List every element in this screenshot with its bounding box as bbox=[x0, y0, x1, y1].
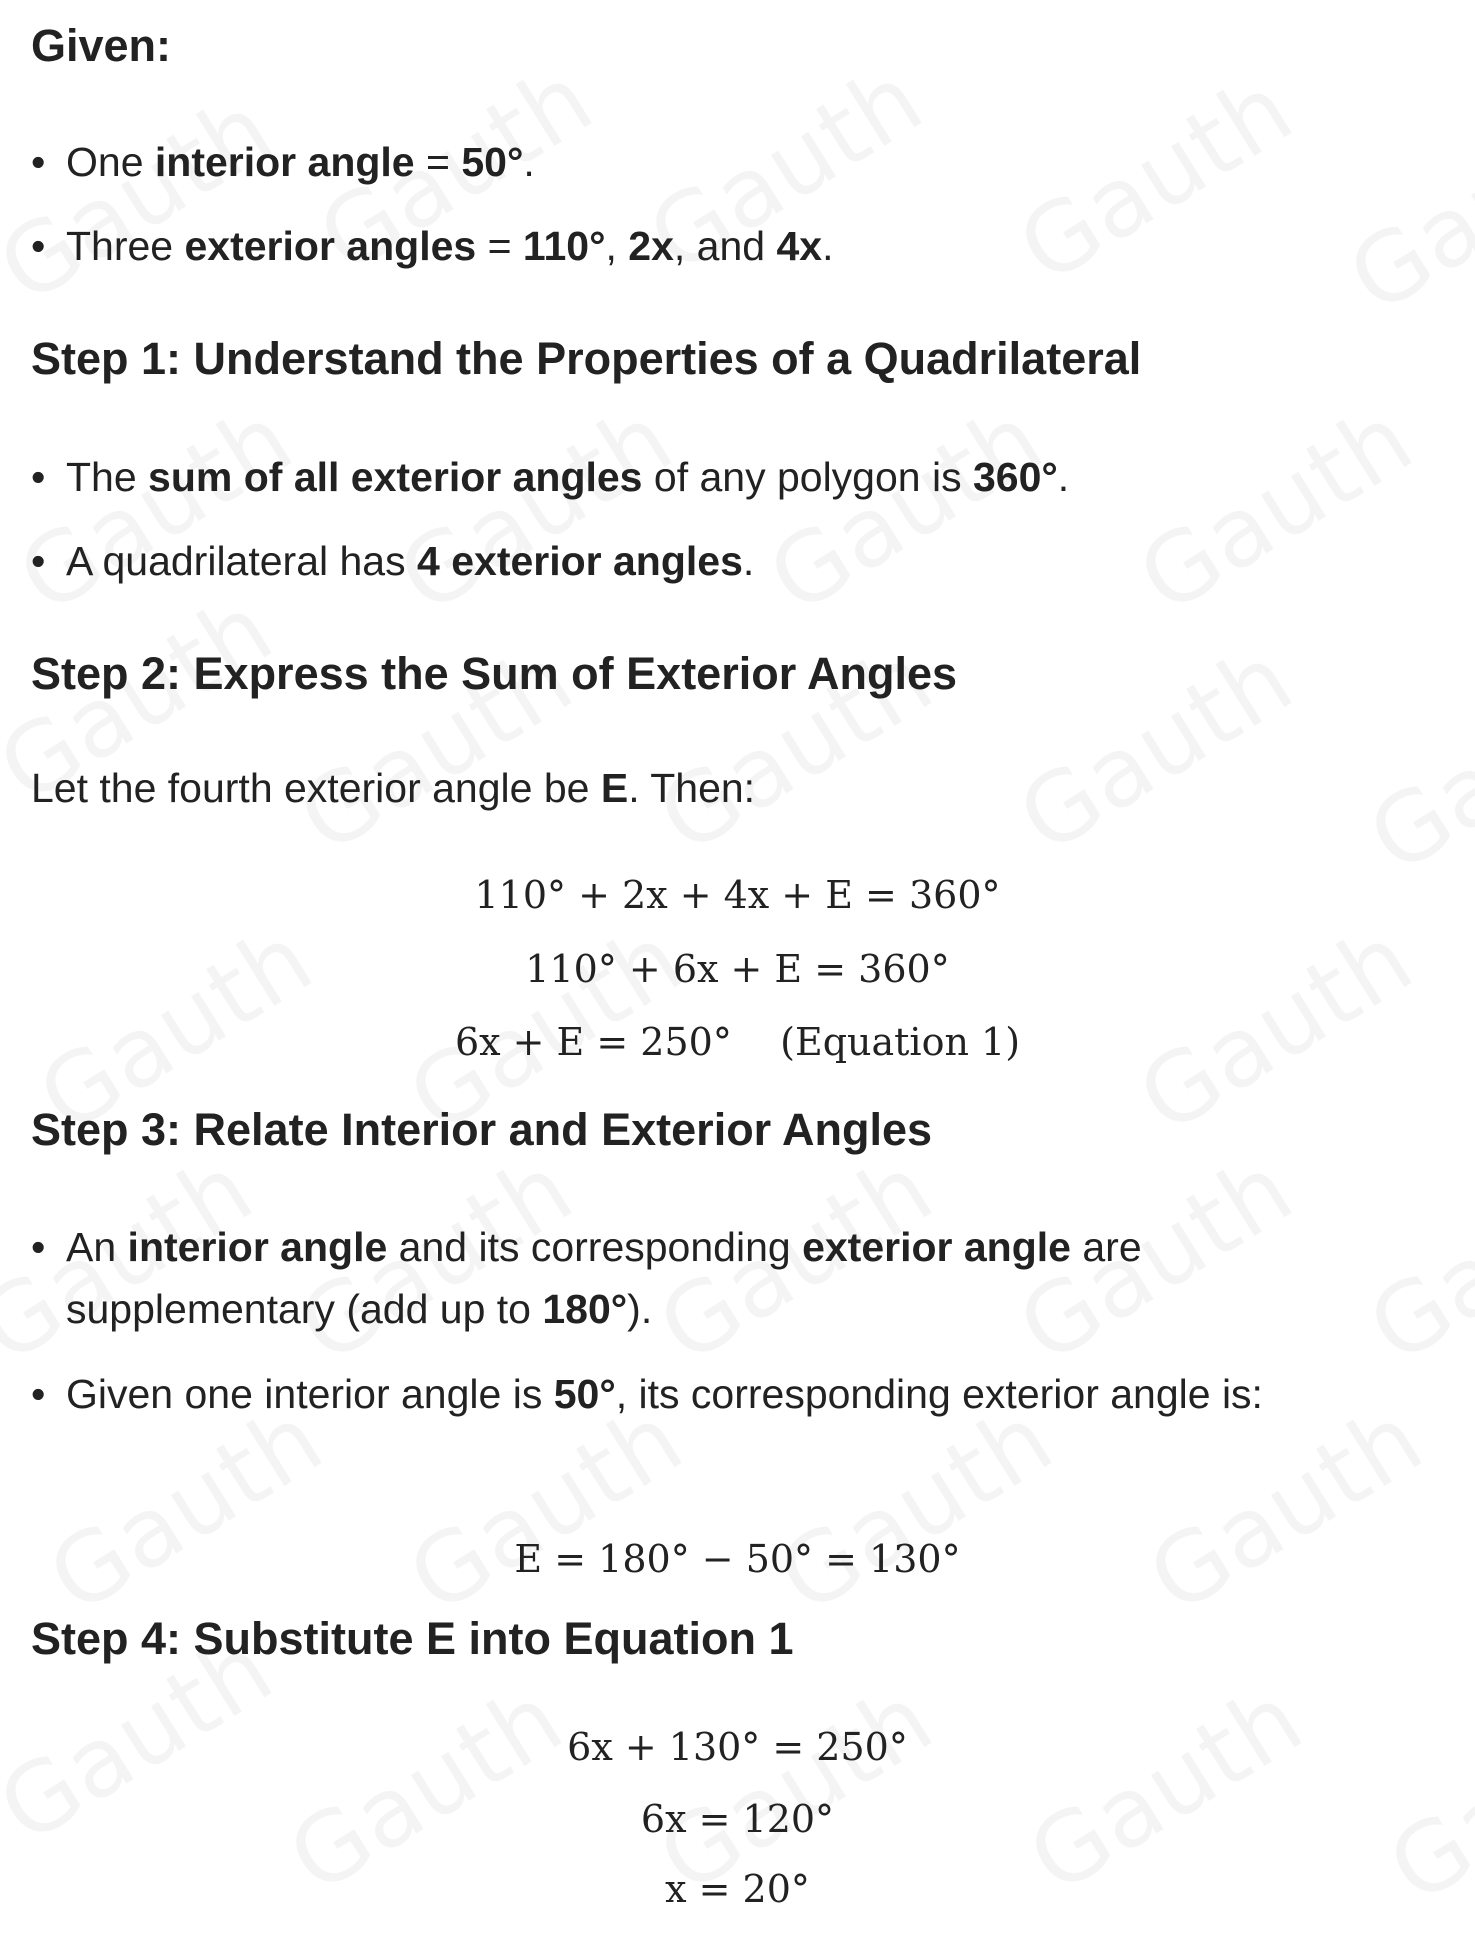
equation: 6x + 130° = 250° bbox=[567, 1725, 908, 1769]
step1-heading: Step 1: Understand the Properties of a Quadrilateral bbox=[31, 333, 1142, 384]
watermark bbox=[1000, 52, 1312, 305]
step2-heading: Step 2: Express the Sum of Exterior Angles bbox=[31, 648, 958, 699]
given-heading: Given: bbox=[31, 20, 172, 71]
step4-heading: Step 4: Substitute E into Equation 1 bbox=[31, 1613, 794, 1664]
watermark bbox=[1350, 642, 1475, 895]
bullet-text: The sum of all exterior angles of any polygon is 360°. bbox=[66, 454, 1070, 500]
given-bullet-interior-angle bbox=[31, 131, 535, 193]
bullet-text: Given one interior angle is 50°, its corresponding exterior angle is: bbox=[66, 1371, 1263, 1417]
watermark bbox=[0, 72, 292, 325]
equation-exterior-angle: E = 180° − 50° = 130° bbox=[514, 1537, 961, 1581]
step3-bullet-supplementary bbox=[31, 1216, 1411, 1340]
equation: 6x = 120° bbox=[640, 1797, 835, 1841]
bullet-dot: • bbox=[31, 454, 46, 500]
watermark bbox=[1330, 82, 1475, 335]
equation-answer: x = 20° bbox=[665, 1867, 810, 1911]
bullet-dot: • bbox=[31, 538, 46, 584]
bullet-dot: • bbox=[31, 1371, 46, 1417]
step2-intro: Let the fourth exterior angle be E. Then: bbox=[31, 765, 756, 811]
step3-heading: Step 3: Relate Interior and Exterior Angles bbox=[31, 1104, 933, 1155]
bullet-dot: • bbox=[31, 139, 46, 185]
watermark bbox=[750, 382, 1062, 635]
equation: 110° + 6x + E = 360° bbox=[525, 947, 950, 991]
bullet-text: A quadrilateral has 4 exterior angles. bbox=[66, 538, 755, 584]
step1-bullet-count bbox=[31, 530, 754, 592]
bullet-text: One interior angle = 50°. bbox=[66, 139, 535, 185]
step1-bullet-sum bbox=[31, 446, 1069, 508]
given-bullet-exterior-angles bbox=[31, 215, 833, 277]
equation: 110° + 2x + 4x + E = 360° bbox=[474, 873, 1001, 917]
watermark bbox=[0, 382, 312, 635]
bullet-text: Three exterior angles = 110°, 2x, and 4x. bbox=[66, 223, 834, 269]
watermark bbox=[1120, 382, 1432, 635]
bullet-dot: • bbox=[31, 1224, 46, 1270]
watermark bbox=[380, 382, 692, 635]
bullet-text: An interior angle and its corresponding exterior angle are supplementary (add up to 180°). bbox=[66, 1224, 1142, 1332]
equation-1: 6x + E = 250° (Equation 1) bbox=[454, 1020, 1021, 1064]
watermark bbox=[1000, 622, 1312, 875]
bullet-dot: • bbox=[31, 223, 46, 269]
step3-bullet-given-interior bbox=[31, 1363, 1411, 1425]
